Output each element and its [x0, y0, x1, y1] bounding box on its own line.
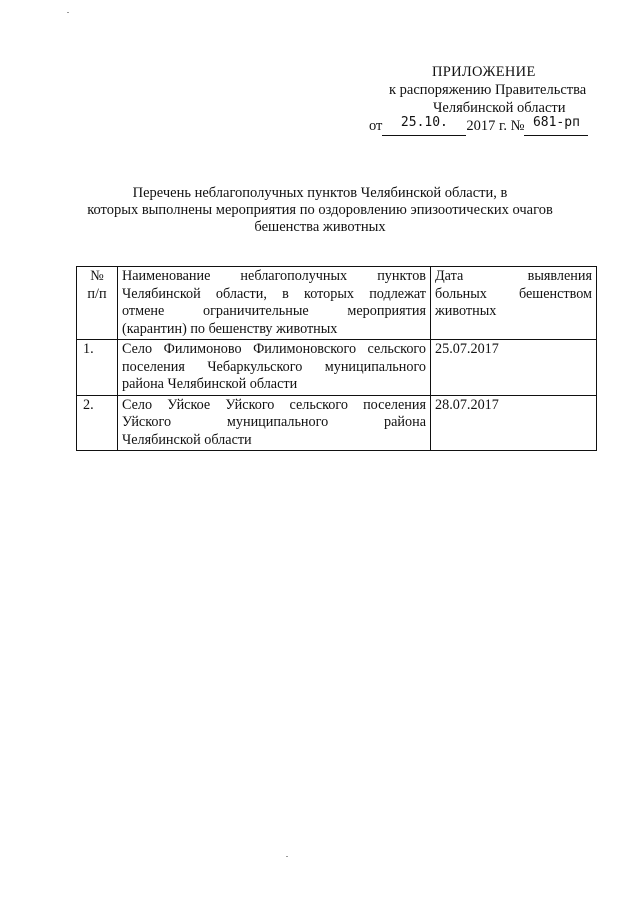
header-num-line: №: [90, 268, 104, 284]
table-row: [77, 395, 597, 451]
row-name-line: Уйского муниципального района: [122, 414, 426, 430]
table-header-row: [77, 267, 597, 340]
header-name-line: (карантин) по бешенству животных: [122, 320, 338, 337]
header-name-line: Челябинской области, в которых подлежат: [122, 285, 426, 302]
points-table: [76, 266, 597, 451]
row-name-cell: [118, 395, 431, 451]
date-blank: [382, 115, 466, 136]
row-name-line: Село Филимоново Филимоновского сельского: [122, 341, 426, 357]
header-date-line: больных бешенством: [435, 285, 592, 302]
row-num-cell: 2.: [77, 395, 118, 451]
header-date-line: Дата выявления: [435, 268, 592, 284]
scan-speck: [67, 12, 69, 13]
row-date-cell: [431, 340, 597, 396]
header-num-cell: [77, 267, 118, 340]
row-date-value: 25.07.2017: [435, 341, 499, 357]
header-name-line: Наименование неблагополучных пунктов: [122, 268, 426, 284]
table-row: [77, 340, 597, 396]
number-blank: [524, 115, 588, 136]
appendix-date-line: [369, 115, 588, 136]
heading-line-1: Перечень неблагополучных пунктов Челябинской области, в: [132, 185, 508, 201]
row-num-cell: 1.: [77, 340, 118, 396]
row-name-line: поселения Чебаркульского муниципального: [122, 358, 426, 375]
header-date-line: животных: [435, 303, 497, 319]
appendix-line-1: к распоряжению Правительства: [389, 82, 587, 98]
row-name-line: Село Уйское Уйского сельского поселения: [122, 396, 426, 413]
year-number-label: 2017 г. №: [466, 118, 525, 134]
appendix-line-2: Челябинской области: [433, 100, 566, 116]
row-name-line: Челябинской области: [122, 431, 252, 448]
row-date-value: 28.07.2017: [435, 396, 499, 413]
heading-line-3: бешенства животных: [254, 219, 386, 235]
heading-line-2: которых выполнены мероприятия по оздоровлению эпизоотических очагов: [87, 202, 553, 218]
row-name-cell: [118, 340, 431, 396]
header-date-cell: [431, 267, 597, 340]
header-name-cell: [118, 267, 431, 340]
header-num-line: п/п: [87, 285, 107, 302]
header-name-line: отмене ограничительные мероприятия: [122, 303, 426, 319]
date-value: 25.10.: [400, 115, 448, 130]
appendix-title: ПРИЛОЖЕНИЕ: [432, 64, 536, 80]
document-heading: [60, 185, 580, 236]
row-name-line: района Челябинской области: [122, 376, 298, 392]
number-value: 681-рп: [532, 115, 580, 130]
date-prefix: от: [369, 118, 383, 134]
row-date-cell: [431, 395, 597, 451]
scan-speck: [286, 856, 288, 857]
